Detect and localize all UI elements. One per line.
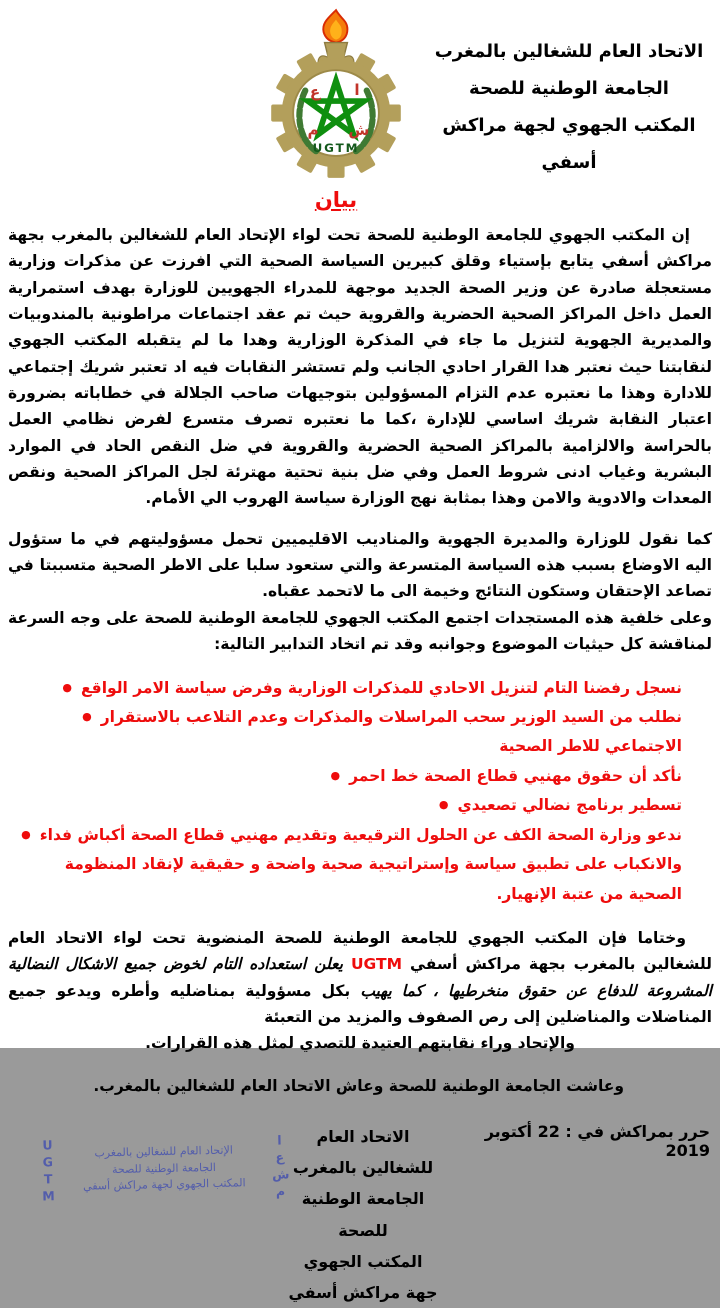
statement-title: بيان: [314, 188, 358, 212]
logo-column: [248, 8, 424, 212]
bullet-marker-icon: ●: [330, 768, 341, 782]
closing-text: وختاما فإن المكتب الجهوي للجامعة الوطنية للصحة المنضوية تحت لواء الاتحاد العام للشغالين بالمغرب بجهة مراكش أسفي: [8, 929, 712, 974]
signature-block: [288, 1119, 438, 1308]
regional-office-line: المكتب الجهوي لجهة مراكش أسفي: [442, 114, 696, 173]
logo-letter-mim: م: [307, 120, 319, 139]
stamp-arabic-letters: ا ع ش م: [271, 1132, 290, 1199]
logo-letter-alif: ا: [354, 80, 360, 99]
measure-text: تسطير برنامج نضالي تصعيدي: [457, 796, 682, 815]
list-item: [18, 821, 682, 909]
measure-text: ندعو وزارة الصحة الكف عن الحلول الترقيعية وتقديم مهنيي قطاع الصحة أكباش فداء والانكباب على تطبيق سياسة وإستراتيجية صحية واضحة و حقيقية لإنقاد المنظومة الصحية من عتبة الإنهيار.: [39, 825, 682, 903]
bullet-marker-icon: ●: [21, 827, 31, 841]
list-item: [18, 703, 682, 762]
paragraph-closing: [8, 925, 712, 1030]
closing-text: بكل مسؤولية بمناضليه وأطره ويدعو جميع المناضلات والمناضلين إلى رص الصفوف والمزيد من التعبئة: [8, 981, 712, 1027]
list-item: [18, 674, 682, 703]
signature-org-line: الاتحاد العام للشغالين بالمغرب: [292, 1127, 434, 1178]
ugtm-emblem-logo: [255, 8, 417, 180]
date-line: حرر بمراكش في : 22 أكتوبر 2019: [484, 1122, 710, 1161]
official-stamp: [39, 1132, 288, 1205]
logo-letter-shin: ش: [348, 120, 370, 139]
bullet-marker-icon: ●: [438, 798, 449, 812]
document-body: [0, 212, 720, 1099]
measure-text: نسجل رفضنا التام لتنزيل الاحادي للمذكرات الوزارية وفرض سياسة الامر الواقع: [80, 678, 682, 697]
stamp-text: الإتحاد العام للشغالين بالمغرب الجامعة الوطنية للصحة المكتب الجهوي لجهة مراكش أسفي: [82, 1143, 246, 1193]
logo-letter-ain: ع: [309, 82, 321, 101]
list-item: [18, 762, 682, 791]
salute-line: وعاشت الجامعة الوطنية للصحة وعاش الاتحاد العام للشغالين بالمغرب.: [93, 1076, 624, 1095]
ugtm-acronym-red: UGTM: [350, 955, 403, 974]
measure-text: نطلب من السيد الوزير سحب المراسلات والمذكرات وعدم التلاعب بالاستقرار الاجتماعي للاطر الصحية: [100, 707, 682, 756]
measure-text: نأكد أن حقوق مهنيي قطاع الصحة خط احمر: [349, 766, 682, 785]
closing-last-line: والإتحاد وراء نقابتهم العتيدة للتصدي لمثل هذه القرارات.: [145, 1034, 575, 1053]
gear-icon: [271, 48, 401, 178]
paragraph-meeting: وعلى خلفية هذه المستجدات اجتمع المكتب الجهوي للجامعة الوطنية للصحة على وجه السرعة لمناقشة كل حيثيات الموضوع وجوانبه وقد تم اتخاد التدابير التالية:: [8, 608, 712, 654]
bullet-marker-icon: ●: [82, 709, 92, 723]
stamp-latin-letters: U G T M: [42, 1137, 55, 1204]
paragraph-intro: إن المكتب الجهوي للجامعة الوطنية للصحة تحت لواء الإتحاد العام للشغالين بالمغرب بجهة مراكش أسفي يتابع بإستياء وقلق كبيرين السياسة الصحية التي افرزت عن مذكرات وزارية مستعجلة صادرة عن وزير الصحة الجديد موجهة للمدراء الجهويين للوزارة بهدف استمرارية العمل داخل المراكز الصحية الحضرية والقروية حيث تم عقد اجتماعات مراطونية بالمندوبيات والمديرية الجهوية لتنزيل ما جاء في المذكرة الوزارية وهدا ما لم يتقبله المكتب الجهوي لنقابتنا حيث نعتبر هدا القرار احادي الجانب ولم تستشر النقابات فيه اد تعتبر شريك إجتماعي للادارة وهذا ما نعتبره عدم التزام المسؤولين بتوجيهات صاحب الجلالة في خطاباته بضرورة اعتبار النقابة شريك اساسي للإدارة ،كما ما نعتبره تصرف متسرع لفرض نظامي العمل بالحراسة والالزامية بالمراكز الصحية الحضرية والقروية في ضل النقص الحاد في الموارد البشرية وغياب ادنى شروط العمل وفي ضل بنية تحتية مهترئة لجل المراكز الصحية ونقص المعدات والادوية والامن وهذا بمثابة نهج الوزارة سياسة الهروب الي الأمام.: [8, 226, 712, 508]
measures-list: [8, 674, 712, 910]
closing-italic-text: يعلن استعداده التام لخوض جميع الاشكال النضالية المشروعة للدفاع عن حقوق منخرطيها ، كما يهيب: [8, 955, 712, 1000]
signature-federation-line: الجامعة الوطنية للصحة: [301, 1189, 425, 1240]
logo-acronym: UGTM: [312, 141, 360, 156]
federation-line: الجامعة الوطنية للصحة: [469, 77, 669, 99]
list-item: [18, 791, 682, 820]
organization-header: [424, 8, 714, 212]
signature-office-line: المكتب الجهوي جهة مراكش أسفي: [288, 1251, 438, 1302]
document-footer: [0, 1099, 720, 1308]
document-header: [0, 0, 720, 212]
org-name-line: الاتحاد العام للشغالين بالمغرب: [434, 41, 704, 62]
bullet-marker-icon: ●: [62, 680, 72, 694]
paragraph-responsibility: كما نقول للوزارة والمديرة الجهوية والمناديب الاقليميين تحمل مسؤوليتهم في ما ستؤول اليه الاوضاع بسبب هذه السياسة المتسرعة والتي ستعود سلبا على الاطر الصحية متسببتا في تصاعد الإحتقان وستكون النتائج وخيمة الى ما لاتحمد عقباه.: [8, 529, 712, 601]
